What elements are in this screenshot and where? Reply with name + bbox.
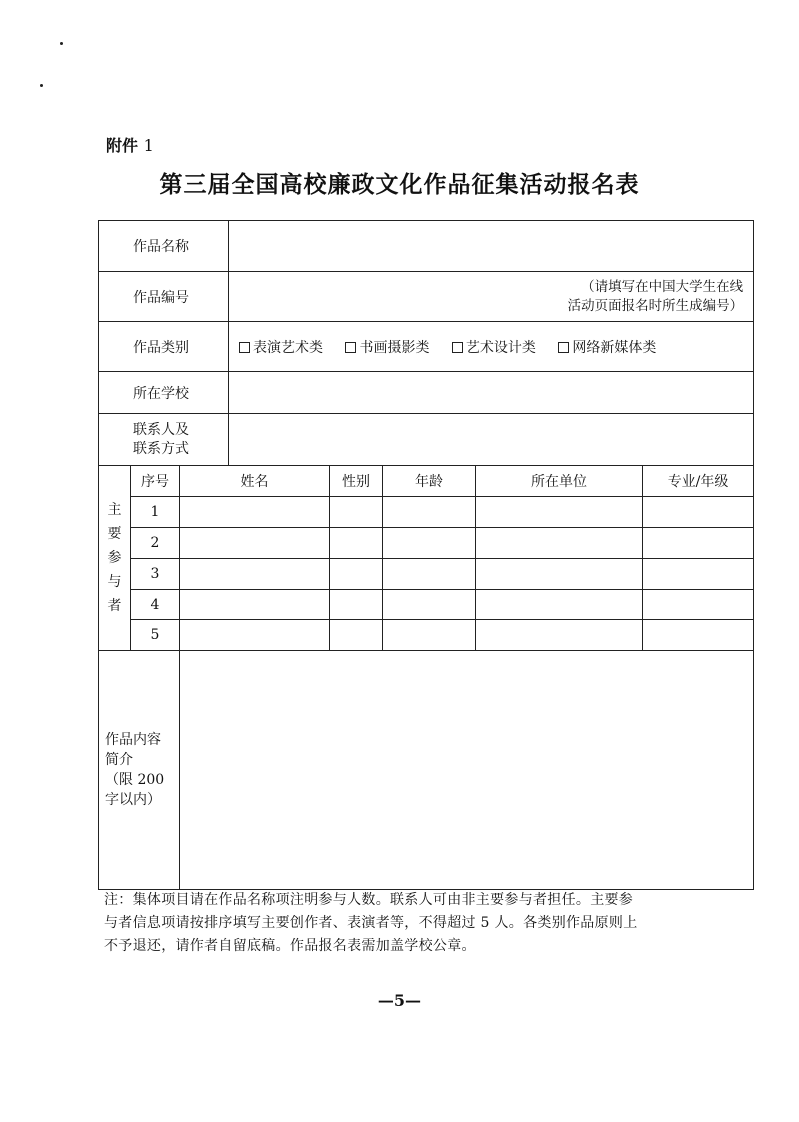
- document-title: 第三届全国高校廉政文化作品征集活动报名表: [159, 171, 640, 198]
- gender-cell[interactable]: [330, 590, 383, 620]
- checkbox-icon[interactable]: [239, 342, 250, 353]
- major-cell[interactable]: [643, 590, 754, 620]
- column-header: 性别: [330, 466, 383, 497]
- gender-cell[interactable]: [330, 620, 383, 651]
- footnote: [104, 889, 704, 958]
- category-option-performance[interactable]: 表演艺术类: [239, 337, 323, 357]
- attachment-text: 附件: [106, 136, 139, 155]
- age-cell[interactable]: [383, 497, 476, 528]
- scan-speck: [40, 84, 43, 87]
- work-number-hint: 活动页面报名时所生成编号）: [567, 297, 744, 314]
- footnote-line: 与者信息项请按排序填写主要创作者、表演者等，不得超过 5 人。各类别作品原则上: [104, 915, 638, 931]
- participants-side-label: 主 要 参 与 者: [99, 466, 131, 651]
- gender-cell[interactable]: [330, 528, 383, 559]
- work-number-label: 作品编号: [99, 272, 229, 322]
- unit-cell[interactable]: [476, 497, 643, 528]
- work-name-row: [99, 221, 754, 272]
- intro-label: 作品内容 简介 （限 200 字以内）: [99, 651, 180, 890]
- work-number-hint: （请填写在中国大学生在线: [581, 278, 744, 295]
- major-cell[interactable]: [643, 620, 754, 651]
- age-cell[interactable]: [383, 559, 476, 590]
- category-label: 作品类别: [99, 322, 229, 372]
- school-row: [99, 372, 754, 414]
- school-field[interactable]: [229, 372, 754, 414]
- major-cell[interactable]: [643, 528, 754, 559]
- unit-cell[interactable]: [476, 590, 643, 620]
- row-number: 3: [131, 559, 180, 590]
- row-number: 1: [131, 497, 180, 528]
- name-cell[interactable]: [180, 528, 330, 559]
- row-number: 4: [131, 590, 180, 620]
- name-cell[interactable]: [180, 620, 330, 651]
- gender-cell[interactable]: [330, 497, 383, 528]
- name-cell[interactable]: [180, 559, 330, 590]
- table-row: [99, 497, 754, 528]
- major-cell[interactable]: [643, 497, 754, 528]
- footnote-line: 注：集体项目请在作品名称项注明参与人数。联系人可由非主要参与者担任。主要参: [104, 892, 634, 908]
- attachment-number: 1: [143, 136, 154, 155]
- contact-label: 联系人及 联系方式: [99, 414, 229, 466]
- unit-cell[interactable]: [476, 620, 643, 651]
- age-cell[interactable]: [383, 528, 476, 559]
- intro-field[interactable]: [180, 651, 754, 890]
- name-cell[interactable]: [180, 497, 330, 528]
- row-number: 5: [131, 620, 180, 651]
- major-cell[interactable]: [643, 559, 754, 590]
- category-option-painting-photo[interactable]: 书画摄影类: [345, 337, 429, 357]
- checkbox-icon[interactable]: [345, 342, 356, 353]
- name-cell[interactable]: [180, 590, 330, 620]
- footnote-line: 不予退还，请作者自留底稿。作品报名表需加盖学校公章。: [104, 938, 476, 954]
- checkbox-icon[interactable]: [558, 342, 569, 353]
- table-row: [99, 559, 754, 590]
- unit-cell[interactable]: [476, 528, 643, 559]
- column-header: 所在单位: [476, 466, 643, 497]
- table-row: [99, 528, 754, 559]
- work-number-row: [99, 272, 754, 322]
- age-cell[interactable]: [383, 590, 476, 620]
- column-header: 专业/年级: [643, 466, 754, 497]
- column-header: 姓名: [180, 466, 330, 497]
- category-row: [99, 322, 754, 372]
- table-row: [99, 590, 754, 620]
- row-number: 2: [131, 528, 180, 559]
- category-option-new-media[interactable]: 网络新媒体类: [558, 337, 656, 357]
- registration-form: [98, 220, 754, 890]
- participants-header-row: [99, 466, 754, 497]
- school-label: 所在学校: [99, 372, 229, 414]
- attachment-label: [106, 133, 154, 156]
- contact-row: [99, 414, 754, 466]
- intro-row: [99, 651, 754, 890]
- column-header: 年龄: [383, 466, 476, 497]
- work-number-field[interactable]: [229, 272, 754, 322]
- contact-field[interactable]: [229, 414, 754, 466]
- category-options: [229, 322, 754, 372]
- age-cell[interactable]: [383, 620, 476, 651]
- scan-speck: [60, 42, 63, 45]
- table-row: [99, 620, 754, 651]
- gender-cell[interactable]: [330, 559, 383, 590]
- category-option-art-design[interactable]: 艺术设计类: [452, 337, 536, 357]
- unit-cell[interactable]: [476, 559, 643, 590]
- column-header: 序号: [131, 466, 180, 497]
- work-name-label: 作品名称: [99, 221, 229, 272]
- page-number: —5—: [377, 991, 422, 1010]
- work-name-field[interactable]: [229, 221, 754, 272]
- checkbox-icon[interactable]: [452, 342, 463, 353]
